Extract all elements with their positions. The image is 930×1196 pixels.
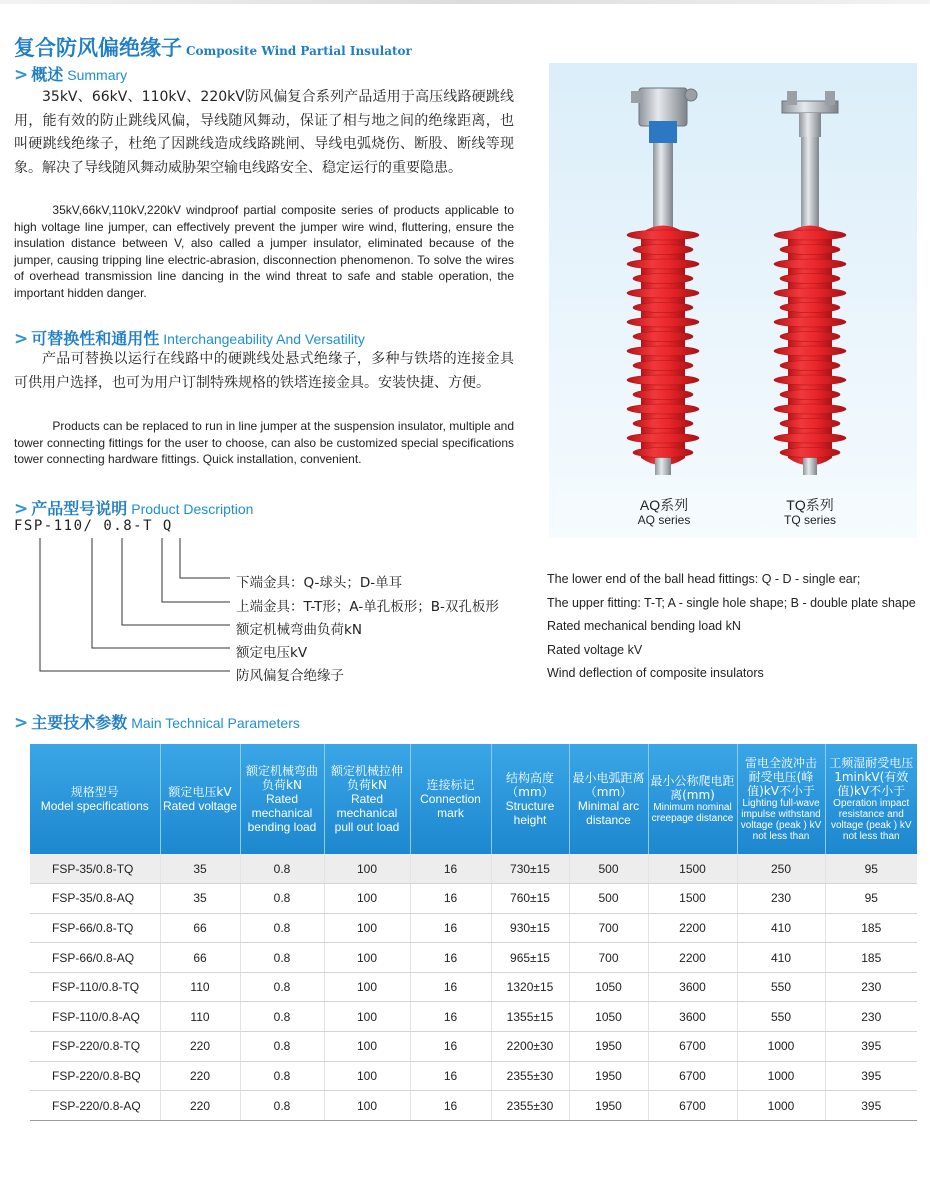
insulator-shed bbox=[627, 433, 699, 443]
table-cell: 100 bbox=[324, 1002, 410, 1032]
table-cell: 110 bbox=[160, 1002, 240, 1032]
insulator-shed bbox=[627, 259, 699, 269]
table-cell: 2355±30 bbox=[491, 1091, 569, 1121]
legend-bending-load-cn: 额定机械弯曲负荷kN bbox=[236, 622, 362, 638]
parameters-table bbox=[30, 744, 917, 1121]
table-cell-model: FSP-110/0.8-AQ bbox=[30, 1002, 160, 1032]
table-cell: 0.8 bbox=[240, 884, 324, 914]
table-cell: 965±15 bbox=[491, 943, 569, 973]
header-en: Model specifications bbox=[40, 799, 149, 813]
table-cell: 35 bbox=[160, 854, 240, 884]
table-cell: 410 bbox=[737, 943, 825, 973]
table-cell-model: FSP-110/0.8-TQ bbox=[30, 972, 160, 1002]
table-cell-model: FSP-220/0.8-TQ bbox=[30, 1032, 160, 1062]
table-cell: 66 bbox=[160, 943, 240, 973]
insulator-shed bbox=[780, 245, 840, 255]
legend-lower-fitting-cn: 下端金具：Q-球头；D-单耳 bbox=[236, 575, 403, 591]
table-row bbox=[30, 943, 917, 973]
insulator-shed bbox=[780, 303, 840, 313]
insulator-shed bbox=[633, 274, 693, 284]
table-cell: 0.8 bbox=[240, 1032, 324, 1062]
table-cell: 550 bbox=[737, 1002, 825, 1032]
table-cell: 930±15 bbox=[491, 913, 569, 943]
table-cell: 0.8 bbox=[240, 913, 324, 943]
table-cell: 0.8 bbox=[240, 972, 324, 1002]
table-cell: 95 bbox=[825, 884, 917, 914]
table-cell: 395 bbox=[825, 1091, 917, 1121]
header-en: Connection mark bbox=[420, 792, 481, 820]
interchange-text-en: Products can be replaced to run in line jumper at the suspension insulator, multiple and tower connecting fittings for the user to choose, can also be customized special specifications tower connecting hardware fittings. Quick installation, convenient. bbox=[14, 419, 514, 466]
chevron-right-icon: > bbox=[14, 65, 29, 85]
table-cell: 230 bbox=[825, 972, 917, 1002]
insulator-shed bbox=[633, 245, 693, 255]
legend-upper-fitting-en: The upper fitting: T-T; A - single hole shape; B - double plate shape bbox=[547, 596, 916, 610]
table-cell-model: FSP-35/0.8-AQ bbox=[30, 884, 160, 914]
aq-series-label bbox=[629, 497, 699, 528]
header-pull-out-load bbox=[324, 744, 410, 854]
table-cell: 1950 bbox=[569, 1061, 648, 1091]
table-row bbox=[30, 1002, 917, 1032]
table-cell: 110 bbox=[160, 972, 240, 1002]
table-cell: 100 bbox=[324, 913, 410, 943]
header-cn: 额定机械拉伸负荷kN bbox=[330, 764, 403, 792]
header-en: Minimum nominal creepage distance bbox=[651, 802, 734, 824]
parameters-heading-en: Main Technical Parameters bbox=[131, 715, 300, 731]
insulator-shed bbox=[780, 419, 840, 429]
insulator-shed bbox=[780, 332, 840, 342]
table-cell: 730±15 bbox=[491, 854, 569, 884]
header-en: Minimal arc distance bbox=[577, 799, 640, 827]
insulator-shed bbox=[633, 332, 693, 342]
table-cell: 2200±30 bbox=[491, 1032, 569, 1062]
header-en: Structure height bbox=[505, 799, 555, 827]
parameters-heading bbox=[14, 710, 300, 733]
insulator-shed bbox=[774, 375, 846, 385]
table-cell: 6700 bbox=[648, 1061, 737, 1091]
table-row bbox=[30, 1061, 917, 1091]
table-row bbox=[30, 854, 917, 884]
interchange-heading-en: Interchangeability And Versatility bbox=[163, 331, 365, 347]
header-en: Lighting full-wave impulse withstand voltage (peak ) kV not less than bbox=[740, 798, 822, 842]
model-code: FSP-110/ 0.8-T Q bbox=[14, 518, 173, 534]
table-cell: 3600 bbox=[648, 1002, 737, 1032]
legend-lower-fitting-en: The lower end of the ball head fittings: Q - D - single ear; bbox=[547, 572, 861, 586]
header-impulse-voltage bbox=[737, 744, 825, 854]
table-cell: 16 bbox=[410, 854, 491, 884]
table-cell: 0.8 bbox=[240, 854, 324, 884]
table-cell: 1950 bbox=[569, 1091, 648, 1121]
table-row bbox=[30, 972, 917, 1002]
table-cell: 410 bbox=[737, 913, 825, 943]
table-cell: 16 bbox=[410, 1002, 491, 1032]
header-cn: 雷电全波冲击耐受电压(峰值)kV不小于 bbox=[744, 756, 817, 798]
table-row bbox=[30, 913, 917, 943]
insulator-shed bbox=[633, 390, 693, 400]
interchange-text-cn: 产品可替换以运行在线路中的硬跳线处悬式绝缘子，多种与铁塔的连接金具可供用户选择，也可为用户订制特殊规格的铁塔连接金具。安装快捷、方便。 bbox=[14, 351, 514, 391]
chevron-right-icon: > bbox=[14, 713, 29, 733]
table-cell: 2200 bbox=[648, 913, 737, 943]
insulator-shed bbox=[633, 361, 693, 371]
aq-series-cn: AQ系列 bbox=[639, 497, 689, 513]
table-cell: 2355±30 bbox=[491, 1061, 569, 1091]
table-cell: 16 bbox=[410, 913, 491, 943]
header-cn: 规格型号 bbox=[70, 785, 119, 799]
insulator-shed bbox=[774, 259, 846, 269]
table-cell: 395 bbox=[825, 1061, 917, 1091]
summary-heading-en: Summary bbox=[67, 67, 128, 83]
table-cell: 100 bbox=[324, 884, 410, 914]
table-cell: 16 bbox=[410, 1061, 491, 1091]
table-cell: 16 bbox=[410, 884, 491, 914]
product-description-heading-cn: 产品型号说明 bbox=[31, 499, 128, 518]
insulator-shed bbox=[780, 361, 840, 371]
table-cell-model: FSP-35/0.8-TQ bbox=[30, 854, 160, 884]
table-cell: 16 bbox=[410, 972, 491, 1002]
table-cell: 16 bbox=[410, 943, 491, 973]
header-en: Rated mechanical pull out load bbox=[334, 792, 400, 834]
legend-insulator-en: Wind deflection of composite insulators bbox=[547, 666, 764, 680]
summary-text-cn: 35kV、66kV、110kV、220kV防风偏复合系列产品适用于高压线路硬跳线用，能有效的防止跳线风偏，导线随风舞动，保证了相与地之间的绝缘距离，也叫硬跳线绝缘子，杜绝了因跳线造成线路跳闸、导线电弧烧伤、断股、断线等现象。解决了导线随风舞动威胁架空输电线路安全、稳定运行的重要隐患。 bbox=[14, 89, 514, 176]
header-en: Rated voltage bbox=[162, 799, 238, 813]
legend-upper-fitting-cn: 上端金具：T-T形；A-单孔板形；B-双孔板形 bbox=[236, 599, 499, 615]
header-cn: 最小公称爬电距离(mm) bbox=[650, 774, 735, 802]
aq-series-en: AQ series bbox=[637, 513, 691, 527]
header-power-frequency-voltage bbox=[825, 744, 917, 854]
table-cell: 250 bbox=[737, 854, 825, 884]
legend-insulator-cn: 防风偏复合绝缘子 bbox=[236, 668, 344, 684]
table-cell: 700 bbox=[569, 913, 648, 943]
summary-heading bbox=[14, 62, 127, 85]
table-cell: 1320±15 bbox=[491, 972, 569, 1002]
summary-text-en: 35kV,66kV,110kV,220kV windproof partial composite series of products applicable to high voltage line jumper, can effectively prevent the jumper wire wind, fluttering, ensure the insulation distance between V, also called a jumper insulator, eliminated because of the jumper, causing tripping line electric-abrasion, disconnection phenomenon. To solve the wires of overhead transmission line dancing in the wind threat to safe and stable operation, the important hidden danger. bbox=[14, 203, 514, 300]
insulator-shed bbox=[627, 404, 699, 414]
tq-insulator bbox=[774, 91, 846, 475]
tq-series-en: TQ series bbox=[783, 513, 836, 527]
header-bending-load bbox=[240, 744, 324, 854]
summary-heading-cn: 概述 bbox=[31, 65, 64, 84]
table-cell-model: FSP-220/0.8-BQ bbox=[30, 1061, 160, 1091]
table-cell: 220 bbox=[160, 1061, 240, 1091]
parameters-heading-cn: 主要技术参数 bbox=[31, 713, 128, 732]
table-cell: 395 bbox=[825, 1032, 917, 1062]
table-cell: 66 bbox=[160, 913, 240, 943]
table-cell: 1355±15 bbox=[491, 1002, 569, 1032]
table-cell: 0.8 bbox=[240, 1002, 324, 1032]
tq-series-cn: TQ系列 bbox=[786, 497, 834, 513]
insulator-shed bbox=[633, 303, 693, 313]
header-cn: 结构高度（mm） bbox=[505, 771, 554, 799]
table-cell: 220 bbox=[160, 1091, 240, 1121]
insulator-shed bbox=[780, 448, 840, 458]
insulator-shed bbox=[633, 448, 693, 458]
table-cell: 1000 bbox=[737, 1032, 825, 1062]
header-structure-height bbox=[491, 744, 569, 854]
table-header-row bbox=[30, 744, 917, 854]
table-cell: 1500 bbox=[648, 884, 737, 914]
product-photo bbox=[549, 63, 917, 538]
table-cell: 1500 bbox=[648, 854, 737, 884]
legend-voltage-cn: 额定电压kV bbox=[236, 645, 308, 661]
table-cell: 1000 bbox=[737, 1091, 825, 1121]
header-cn: 额定电压kV bbox=[168, 785, 232, 799]
insulator-shed bbox=[774, 317, 846, 327]
chevron-right-icon: > bbox=[14, 499, 29, 519]
parameters-table-body bbox=[30, 854, 917, 1120]
table-cell: 35 bbox=[160, 884, 240, 914]
table-cell: 220 bbox=[160, 1032, 240, 1062]
header-en: Operation impact resistance and voltage (peak ) kV not less than bbox=[830, 798, 912, 842]
header-cn: 最小电弧距离（mm） bbox=[572, 771, 645, 799]
table-row bbox=[30, 884, 917, 914]
product-description-heading-en: Product Description bbox=[131, 501, 254, 517]
table-cell-model: FSP-220/0.8-AQ bbox=[30, 1091, 160, 1121]
header-cn: 额定机械弯曲负荷kN bbox=[245, 764, 318, 792]
table-cell: 230 bbox=[737, 884, 825, 914]
table-row bbox=[30, 1032, 917, 1062]
insulator-shed bbox=[774, 404, 846, 414]
table-cell: 100 bbox=[324, 972, 410, 1002]
table-cell: 1000 bbox=[737, 1061, 825, 1091]
chevron-right-icon: > bbox=[14, 329, 29, 349]
table-cell: 1950 bbox=[569, 1032, 648, 1062]
header-arc-distance bbox=[569, 744, 648, 854]
header-cn: 连接标记 bbox=[426, 778, 475, 792]
table-cell: 6700 bbox=[648, 1032, 737, 1062]
table-cell: 500 bbox=[569, 854, 648, 884]
table-cell: 230 bbox=[825, 1002, 917, 1032]
insulator-shed bbox=[627, 230, 699, 240]
header-cn: 工频湿耐受电压1minkV(有效值)kV不小于 bbox=[829, 756, 914, 798]
aq-insulator bbox=[627, 88, 699, 475]
insulator-shed bbox=[633, 419, 693, 429]
table-cell: 550 bbox=[737, 972, 825, 1002]
page-title-en: Composite Wind Partial Insulator bbox=[186, 44, 412, 58]
table-row bbox=[30, 1091, 917, 1121]
insulator-shed bbox=[780, 390, 840, 400]
header-connection-mark bbox=[410, 744, 491, 854]
insulator-shed bbox=[627, 288, 699, 298]
table-cell: 100 bbox=[324, 943, 410, 973]
interchange-heading bbox=[14, 326, 365, 349]
table-cell: 100 bbox=[324, 1061, 410, 1091]
tq-series-label bbox=[775, 497, 845, 528]
header-en: Rated mechanical bending load bbox=[247, 792, 317, 834]
table-cell: 185 bbox=[825, 943, 917, 973]
table-cell: 95 bbox=[825, 854, 917, 884]
table-cell: 2200 bbox=[648, 943, 737, 973]
insulator-shed bbox=[774, 230, 846, 240]
page-title-cn: 复合防风偏绝缘子 bbox=[14, 36, 182, 60]
table-cell: 1050 bbox=[569, 972, 648, 1002]
header-creepage-distance bbox=[648, 744, 737, 854]
insulator-shed bbox=[627, 317, 699, 327]
insulator-shed bbox=[774, 346, 846, 356]
table-cell-model: FSP-66/0.8-TQ bbox=[30, 913, 160, 943]
insulator-shed bbox=[780, 274, 840, 284]
header-model bbox=[30, 744, 160, 854]
table-cell: 16 bbox=[410, 1032, 491, 1062]
table-cell: 700 bbox=[569, 943, 648, 973]
insulator-illustration bbox=[549, 63, 917, 538]
table-cell: 500 bbox=[569, 884, 648, 914]
table-cell: 100 bbox=[324, 1091, 410, 1121]
table-cell: 0.8 bbox=[240, 1091, 324, 1121]
table-cell: 0.8 bbox=[240, 1061, 324, 1091]
table-cell: 760±15 bbox=[491, 884, 569, 914]
insulator-shed bbox=[627, 346, 699, 356]
legend-voltage-en: Rated voltage kV bbox=[547, 643, 643, 657]
table-cell: 3600 bbox=[648, 972, 737, 1002]
table-cell: 0.8 bbox=[240, 943, 324, 973]
insulator-shed bbox=[774, 288, 846, 298]
table-cell: 1050 bbox=[569, 1002, 648, 1032]
table-cell: 16 bbox=[410, 1091, 491, 1121]
interchange-heading-cn: 可替换性和通用性 bbox=[31, 329, 160, 348]
table-cell: 6700 bbox=[648, 1091, 737, 1121]
top-rule bbox=[0, 0, 930, 4]
table-cell-model: FSP-66/0.8-AQ bbox=[30, 943, 160, 973]
table-cell: 100 bbox=[324, 854, 410, 884]
insulator-shed bbox=[774, 433, 846, 443]
product-description-heading bbox=[14, 496, 253, 519]
insulator-shed bbox=[627, 375, 699, 385]
page-title bbox=[14, 32, 412, 62]
table-cell: 100 bbox=[324, 1032, 410, 1062]
legend-bending-load-en: Rated mechanical bending load kN bbox=[547, 619, 741, 633]
header-rated-voltage bbox=[160, 744, 240, 854]
table-cell: 185 bbox=[825, 913, 917, 943]
model-code-tree bbox=[0, 530, 240, 680]
